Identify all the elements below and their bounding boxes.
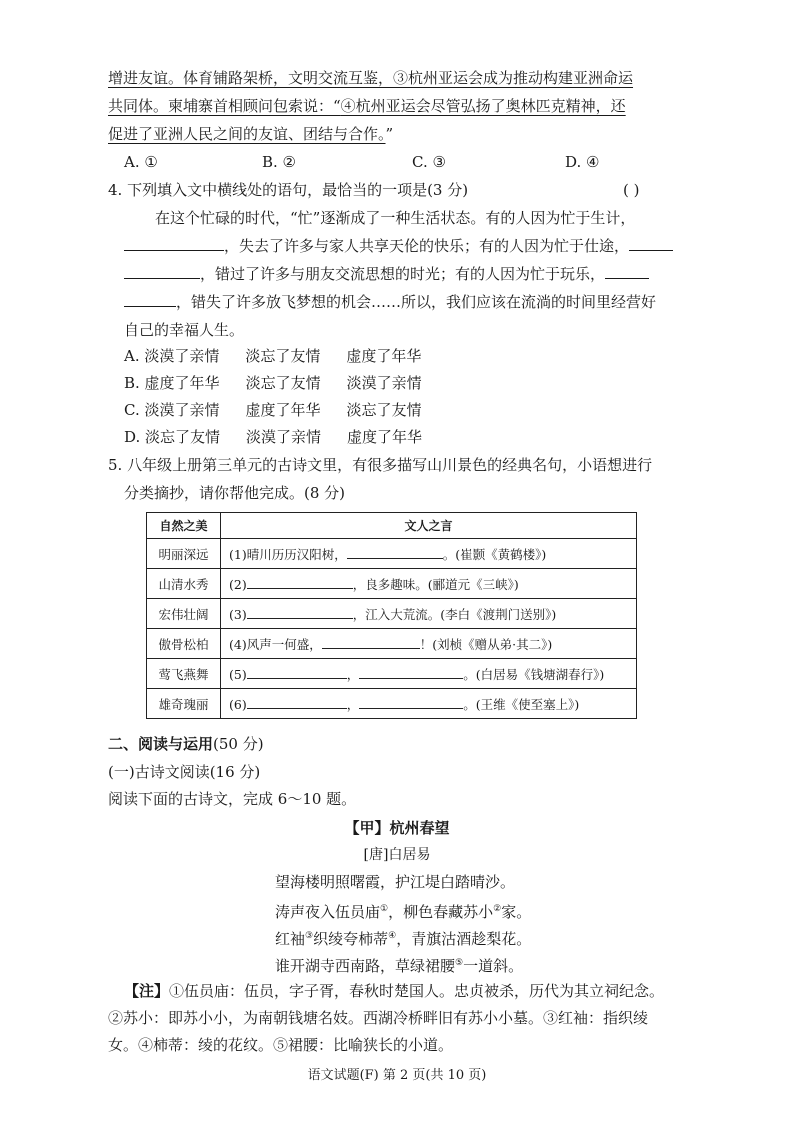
note-marker-3: ③ [305, 931, 314, 941]
q3-option-b: B. ② [262, 153, 297, 171]
q4-passage-3 [124, 264, 649, 284]
fill-blank[interactable] [359, 698, 463, 709]
quote-pre: (6) [229, 696, 247, 712]
q4-blank-2a[interactable] [629, 237, 673, 251]
table-cell-category: 雄奇瑰丽 [147, 689, 221, 719]
section2-subheading: (一)古诗文阅读(16 分) [108, 763, 261, 781]
table-header-quotes: 文人之言 [221, 513, 637, 539]
table-row [147, 599, 637, 629]
q4-option-c-1: C. 淡漠了亲情 [124, 401, 220, 419]
q4-option-c-3: 淡忘了友情 [346, 401, 422, 419]
table-row [147, 569, 637, 599]
note-marker-5: ⑤ [455, 958, 464, 968]
q5-stem-1: 5. 八年级上册第三单元的古诗文里，有很多描写山川景色的经典名句，小语想进行 [108, 456, 653, 474]
table-cell-quote [221, 629, 637, 659]
q4-option-d-2: 淡漠了亲情 [246, 428, 322, 446]
page-footer: 语文试题(F) 第 2 页(共 10 页) [307, 1068, 487, 1083]
table-header-category: 自然之美 [147, 513, 221, 539]
quote-post: 。(白居易《钱塘湖春行》) [463, 666, 605, 682]
table-row [147, 689, 637, 719]
table-cell-category: 宏伟壮阔 [147, 599, 221, 629]
fill-blank[interactable] [322, 638, 420, 649]
section2-title: 二、阅读与运用 [108, 735, 214, 753]
q4-option-b-1: B. 虚度了年华 [124, 374, 220, 392]
q4-passage-4-text: ，错失了许多放飞梦想的机会……所以，我们应该在流淌的时间里经营好 [176, 293, 657, 311]
table-cell-quote [221, 689, 637, 719]
table-cell-quote [221, 539, 637, 569]
fill-blank[interactable] [247, 608, 353, 619]
poem-line-4b: 一道斜。 [463, 957, 524, 975]
q3-option-c: C. ③ [412, 153, 446, 171]
quote-pre: (2) [229, 576, 247, 592]
section2-score: (50 分) [213, 735, 264, 753]
poetry-table [146, 512, 637, 719]
table-cell-category: 傲骨松柏 [147, 629, 221, 659]
q4-option-c-2: 虚度了年华 [245, 401, 321, 419]
q4-option-b [124, 373, 448, 393]
q4-blank-1[interactable] [124, 237, 224, 251]
quote-post: ，良多趣味。(郦道元《三峡》) [352, 576, 519, 592]
q4-answer-paren: ( ) [623, 181, 640, 199]
note-marker-1: ① [380, 904, 389, 914]
quote-mid: ， [346, 696, 360, 712]
poem-line-3b: 织绫夸柿蒂 [313, 930, 389, 948]
note-marker-2: ② [493, 904, 502, 914]
table-row [147, 539, 637, 569]
table-cell-quote [221, 659, 637, 689]
poem-line-3 [275, 926, 531, 949]
q3-option-d: D. ④ [565, 153, 600, 171]
q4-option-d [124, 427, 448, 447]
notes-label: 【注】 [124, 982, 170, 1000]
q3-line-1 [108, 68, 633, 88]
q4-option-d-1: D. 淡忘了友情 [124, 428, 221, 446]
poem-line-2b: ，柳色春藏苏小 [388, 903, 494, 921]
quote-post: 。(王维《使至塞上》) [463, 696, 580, 712]
fill-blank[interactable] [359, 668, 463, 679]
poem-line-2c: 家。 [501, 903, 532, 921]
poem-title: 【甲】杭州春望 [344, 819, 450, 837]
poem-line-4 [275, 953, 523, 976]
poem-line-3c: ，青旗沽酒趁梨花。 [396, 930, 532, 948]
table-cell-quote [221, 599, 637, 629]
q3-text-2b: ④杭州亚运会尽管弘扬了奥林匹克精神，还 [340, 97, 626, 115]
notes-line-3: 女。④柿蒂：绫的花纹。⑤裙腰：比喻狭长的小道。 [108, 1036, 454, 1054]
note-marker-4: ④ [388, 931, 397, 941]
q4-option-a-3: 虚度了年华 [346, 347, 422, 365]
quote-post: ，江入大荒流。(李白《渡荆门送别》) [352, 606, 557, 622]
q4-option-a-2: 淡忘了友情 [245, 347, 321, 365]
table-header-row [147, 513, 637, 539]
quote-post: ！(刘桢《赠从弟·其二》) [419, 636, 553, 652]
q4-option-d-3: 虚度了年华 [347, 428, 423, 446]
q4-passage-5: 自己的幸福人生。 [124, 321, 245, 339]
table-cell-category: 山清水秀 [147, 569, 221, 599]
q3-text-3: 促进了亚洲人民之间的友谊、团结与合作。 [108, 125, 386, 143]
section2-heading [108, 734, 264, 754]
q4-option-b-3: 淡漠了亲情 [346, 374, 422, 392]
q4-blank-2b[interactable] [124, 265, 200, 279]
poem-line-4a: 谁开湖寺西南路，草绿裙腰 [275, 957, 456, 975]
notes-line-2: ②苏小：即苏小小，为南朝钱塘名妓。西湖冷桥畔旧有苏小小墓。③红袖：指织绫 [108, 1009, 649, 1027]
q4-passage-2 [124, 236, 673, 256]
quote-pre: (3) [229, 606, 247, 622]
poem-line-3a: 红袖 [275, 930, 306, 948]
table-row [147, 659, 637, 689]
fill-blank[interactable] [247, 668, 347, 679]
quote-pre: (4)风声一何盛， [229, 636, 322, 652]
q4-option-a [124, 346, 447, 366]
table-row [147, 629, 637, 659]
q4-option-a-1: A. 淡漠了亲情 [124, 347, 220, 365]
section2-instructions: 阅读下面的古诗文，完成 6～10 题。 [108, 790, 357, 808]
q3-text-1: 增进友谊。体育铺路架桥，文明交流互鉴，③杭州亚运会成为推动构建亚洲命运 [108, 69, 634, 87]
q4-option-b-2: 淡忘了友情 [245, 374, 321, 392]
q4-blank-3b[interactable] [124, 293, 176, 307]
q4-option-c [124, 400, 448, 420]
q5-stem-2: 分类摘抄，请你帮他完成。(8 分) [124, 484, 346, 502]
quote-pre: (1)晴川历历汉阳树， [229, 546, 347, 562]
q3-text-3-end: ” [385, 125, 394, 143]
quote-mid: ， [346, 666, 360, 682]
table-cell-quote [221, 569, 637, 599]
quote-post: 。(崔颢《黄鹤楼》) [442, 546, 547, 562]
poem-author: [唐]白居易 [363, 847, 431, 863]
q3-line-2 [108, 96, 626, 116]
q4-passage-2-text: ，失去了许多与家人共享天伦的快乐；有的人因为忙于仕途， [224, 237, 630, 255]
q3-option-a: A. ① [124, 153, 158, 171]
quote-pre: (5) [229, 666, 247, 682]
fill-blank[interactable] [347, 548, 443, 559]
q3-text-2a: 共同体。柬埔寨首相顾问包索说：“ [108, 97, 341, 115]
poem-line-1: 望海楼明照曙霞，护江堤白踏晴沙。 [275, 873, 516, 891]
fill-blank[interactable] [247, 578, 353, 589]
table-cell-category: 明丽深远 [147, 539, 221, 569]
q4-blank-3a[interactable] [605, 265, 649, 279]
fill-blank[interactable] [247, 698, 347, 709]
notes-line-1 [124, 981, 664, 1001]
q3-line-3 [108, 124, 393, 144]
notes-text-1: ①伍员庙：伍员，字子胥，春秋时楚国人。忠贞被杀，历代为其立祠纪念。 [169, 982, 665, 1000]
poem-line-2 [275, 899, 531, 922]
q4-passage-1: 在这个忙碌的时代，“忙”逐渐成了一种生活状态。有的人因为忙于生计， [155, 209, 636, 227]
q4-passage-3-text: ，错过了许多与朋友交流思想的时光；有的人因为忙于玩乐， [200, 265, 606, 283]
q4-stem: 4. 下列填入文中横线处的语句，最恰当的一项是(3 分) [108, 181, 469, 199]
poem-line-2a: 涛声夜入伍员庙 [275, 903, 381, 921]
q4-passage-4 [124, 292, 656, 312]
table-cell-category: 莺飞燕舞 [147, 659, 221, 689]
